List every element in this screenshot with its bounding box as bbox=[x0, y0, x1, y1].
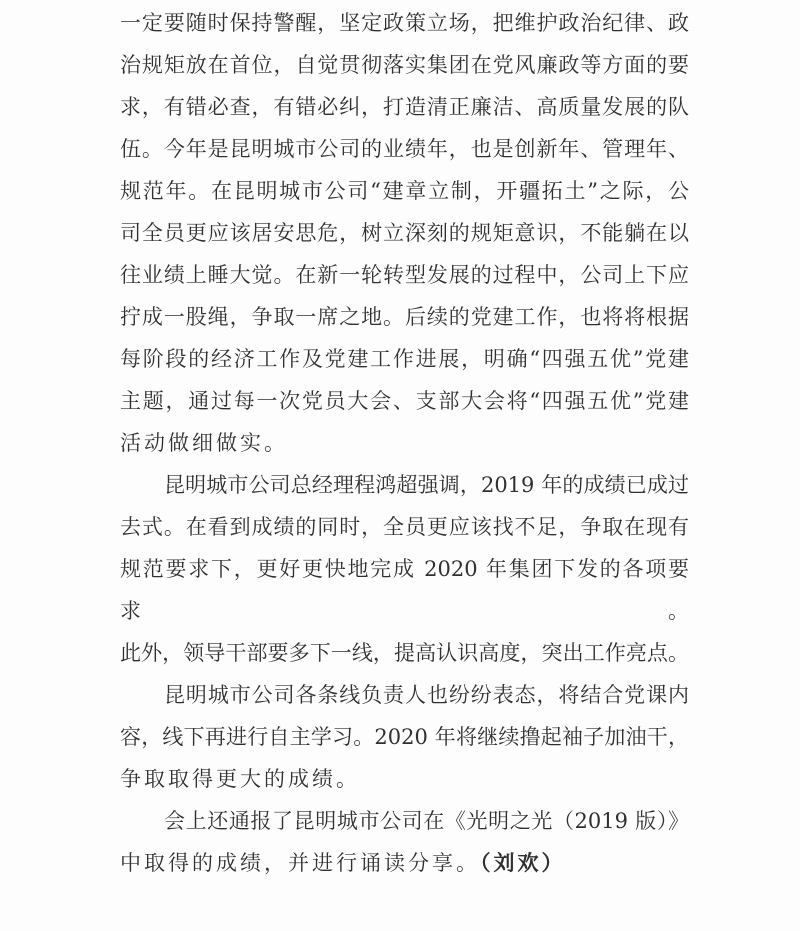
document-line bbox=[120, 548, 689, 632]
document-line bbox=[120, 86, 689, 128]
line-text: 一定要随时保持警醒，坚定政策立场，把维护政治纪律、政 bbox=[120, 11, 689, 35]
line-text: 去式。在看到成绩的同时，全员更应该找不足，争取在现有 bbox=[120, 515, 689, 539]
line-text: 主题，通过每一次党员大会、支部大会将“四强五优”党建 bbox=[120, 389, 689, 413]
line-text: 每阶段的经济工作及党建工作进展，明确“四强五优”党建 bbox=[120, 347, 689, 371]
line-text: 昆明城市公司总经理程鸿超强调，2019 年的成绩已成过 bbox=[164, 473, 689, 497]
document-line bbox=[120, 506, 689, 548]
line-text: 争取取得更大的成绩。 bbox=[120, 767, 360, 791]
line-text: 中取得的成绩，并进行诵读分享。 bbox=[120, 851, 480, 875]
document-line bbox=[120, 212, 689, 254]
line-text: 此外，领导干部要多下一线，提高认识高度，突出工作亮点。 bbox=[120, 641, 689, 665]
document-line bbox=[120, 338, 689, 380]
line-text: 会上还通报了昆明城市公司在《光明之光（2019 版）》 bbox=[164, 809, 689, 833]
document-line bbox=[120, 632, 689, 674]
document-line bbox=[120, 170, 689, 212]
author-byline: （刘欢） bbox=[480, 850, 566, 875]
document-line bbox=[120, 842, 689, 884]
line-text: 容，线下再进行自主学习。2020 年将继续撸起袖子加油干， bbox=[120, 725, 689, 749]
document-line bbox=[120, 758, 689, 800]
line-text: 规范要求下，更好更快地完成 2020 年集团下发的各项要求。 bbox=[120, 557, 689, 623]
line-text: 规范年。在昆明城市公司“建章立制，开疆拓土”之际，公 bbox=[120, 179, 689, 203]
line-text: 求，有错必查，有错必纠，打造清正廉洁、高质量发展的队 bbox=[120, 95, 689, 119]
document-line bbox=[120, 380, 689, 422]
document-line bbox=[120, 464, 689, 506]
document-line bbox=[120, 674, 689, 716]
document-text-block bbox=[120, 2, 689, 884]
line-text: 昆明城市公司各条线负责人也纷纷表态，将结合党课内 bbox=[164, 683, 689, 707]
line-text: 活动做细做实。 bbox=[120, 431, 288, 455]
document-line bbox=[120, 296, 689, 338]
document-line bbox=[120, 254, 689, 296]
document-line bbox=[120, 422, 689, 464]
document-line bbox=[120, 128, 689, 170]
line-text: 伍。今年是昆明城市公司的业绩年，也是创新年、管理年、 bbox=[120, 137, 689, 161]
document-line bbox=[120, 2, 689, 44]
line-text: 往业绩上睡大觉。在新一轮转型发展的过程中，公司上下应 bbox=[120, 263, 689, 287]
line-text: 拧成一股绳，争取一席之地。后续的党建工作，也将将根据 bbox=[120, 305, 689, 329]
document-line bbox=[120, 716, 689, 758]
document-line bbox=[120, 800, 689, 842]
line-text: 治规矩放在首位，自觉贯彻落实集团在党风廉政等方面的要 bbox=[120, 53, 689, 77]
line-text: 司全员更应该居安思危，树立深刻的规矩意识，不能躺在以 bbox=[120, 221, 689, 245]
document-line bbox=[120, 44, 689, 86]
